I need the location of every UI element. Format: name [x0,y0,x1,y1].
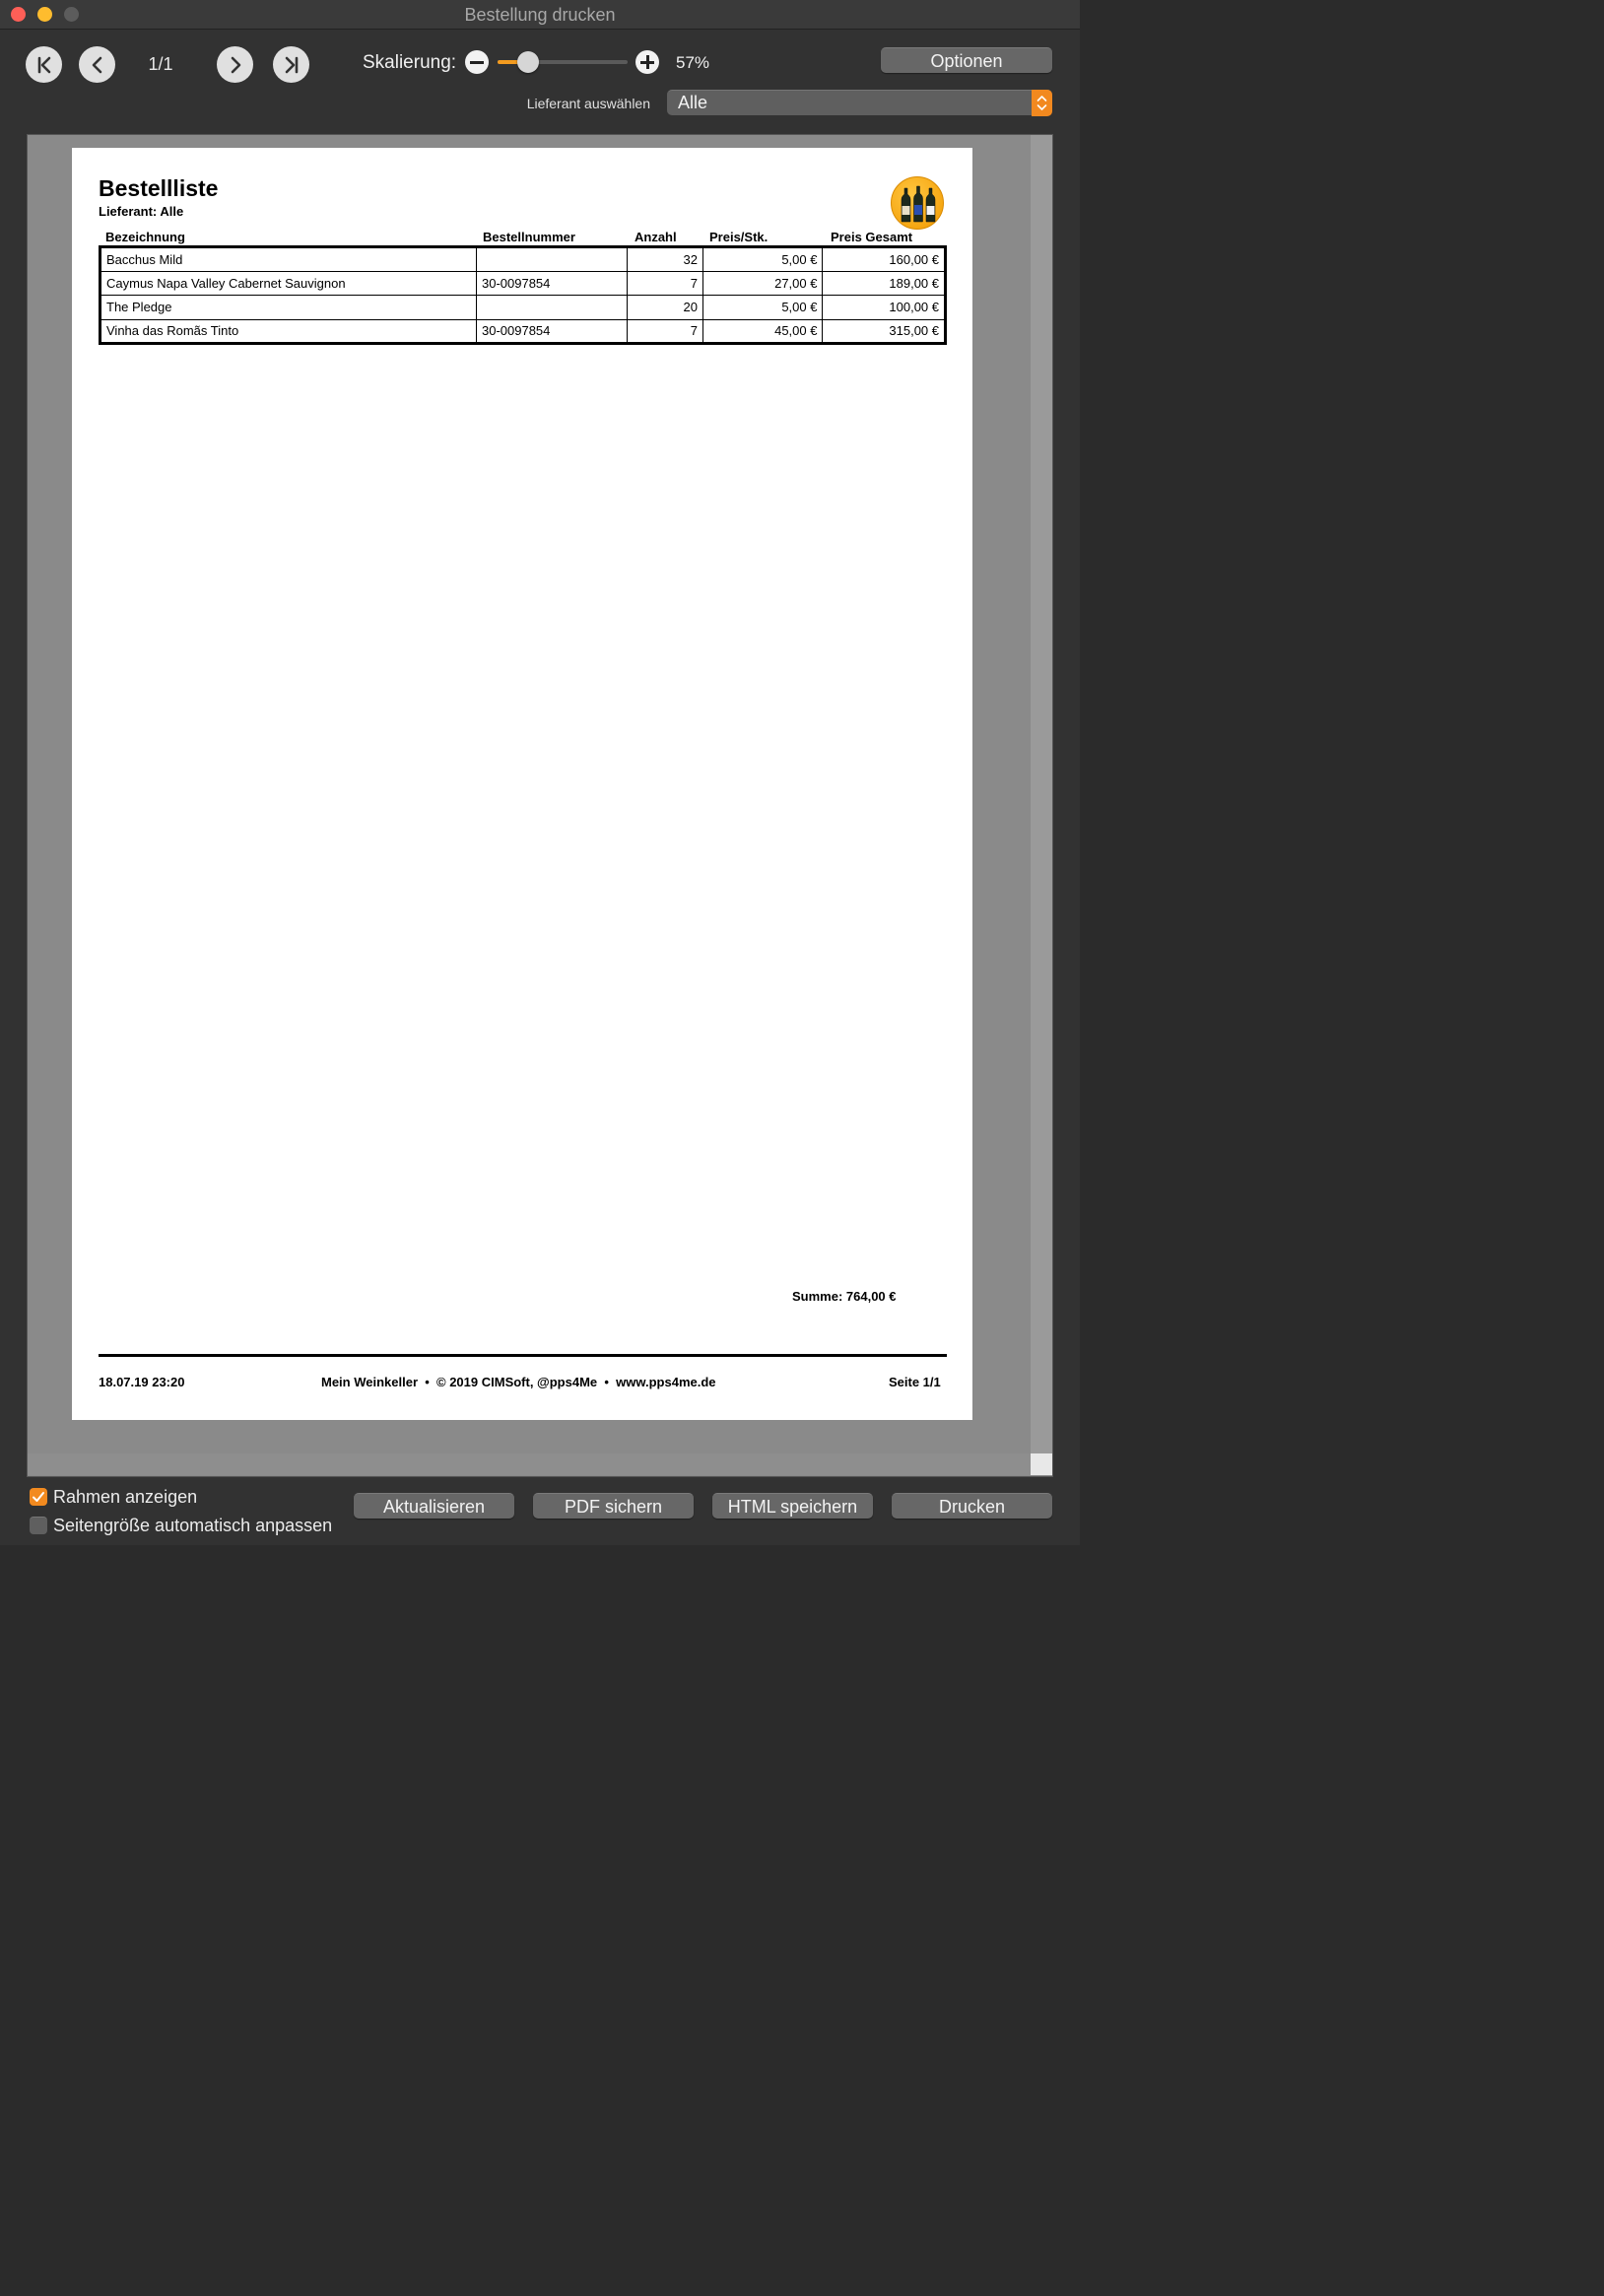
title-bar [0,0,1080,30]
item-name: Vinha das Romãs Tinto [100,319,477,344]
scale-label: Skalierung: [363,52,457,73]
zoom-slider[interactable] [498,60,628,64]
item-unit-price: 5,00 € [703,296,823,320]
last-page-button[interactable] [273,46,309,83]
column-header-bezeichnung: Bezeichnung [105,230,185,244]
zoom-in-icon[interactable] [635,50,659,74]
item-order-number [476,296,627,320]
order-sum: Summe: 764,00 € [792,1289,897,1304]
refresh-button[interactable]: Aktualisieren [354,1493,514,1519]
item-name: Bacchus Mild [100,247,477,272]
scroll-corner [1031,1453,1052,1475]
show-frame-checkbox[interactable] [30,1488,47,1506]
column-header-preis-stk: Preis/Stk. [709,230,769,244]
item-order-number [476,247,627,272]
auto-page-size-checkbox[interactable] [30,1517,47,1534]
supplier-label: Lieferant auswählen [526,96,650,111]
item-unit-price: 45,00 € [703,319,823,344]
table-row [100,247,946,272]
table-row [100,319,946,344]
last-page-icon [280,53,303,77]
item-quantity: 7 [628,271,703,296]
document-title: Bestellliste [99,175,219,201]
item-unit-price: 27,00 € [703,271,823,296]
preview-page [72,148,972,1420]
chevron-left-icon [86,53,109,77]
supplier-select-value: Alle [678,93,708,112]
item-total: 315,00 € [823,319,946,344]
horizontal-scrollbar[interactable] [28,1453,1031,1475]
item-order-number: 30-0097854 [476,271,627,296]
item-name: Caymus Napa Valley Cabernet Sauvignon [100,271,477,296]
footer-page: Seite 1/1 [889,1375,941,1389]
footer-divider [99,1354,947,1357]
updown-arrows-icon [1032,90,1052,116]
footer-center: Mein Weinkeller • © 2019 CIMSoft, @pps4Me • www.pps4me.de [321,1375,716,1389]
zoom-out-icon[interactable] [465,50,489,74]
next-page-button[interactable] [217,46,253,83]
table-row [100,296,946,320]
window-title: Bestellung drucken [464,5,616,25]
item-total: 100,00 € [823,296,946,320]
save-pdf-button[interactable]: PDF sichern [533,1493,694,1519]
item-order-number: 30-0097854 [476,319,627,344]
print-button[interactable]: Drucken [892,1493,1052,1519]
table-row [100,271,946,296]
wine-bottles-logo-icon [891,176,944,230]
item-unit-price: 5,00 € [703,247,823,272]
supplier-select[interactable] [667,90,1052,115]
checkmark-icon [30,1488,47,1506]
chevron-right-icon [224,53,247,77]
column-header-bestellnummer: Bestellnummer [483,230,575,244]
save-html-button[interactable]: HTML speichern [712,1493,873,1519]
page-indicator: 1/1 [148,54,173,74]
first-page-icon [33,53,56,77]
options-button[interactable]: Optionen [881,47,1052,73]
item-total: 160,00 € [823,247,946,272]
item-name: The Pledge [100,296,477,320]
show-frame-label[interactable]: Rahmen anzeigen [53,1487,198,1507]
auto-page-size-label[interactable]: Seitengröße automatisch anpassen [53,1516,333,1535]
item-quantity: 32 [628,247,703,272]
vertical-scrollbar[interactable] [1031,135,1052,1455]
column-header-preis-gesamt: Preis Gesamt [831,230,913,244]
previous-page-button[interactable] [79,46,115,83]
item-quantity: 7 [628,319,703,344]
footer-date: 18.07.19 23:20 [99,1375,185,1389]
zoom-value: 57% [676,53,710,72]
column-header-anzahl: Anzahl [635,230,677,244]
item-total: 189,00 € [823,271,946,296]
order-table [99,245,947,345]
document-subtitle: Lieferant: Alle [99,204,184,219]
first-page-button[interactable] [26,46,62,83]
item-quantity: 20 [628,296,703,320]
